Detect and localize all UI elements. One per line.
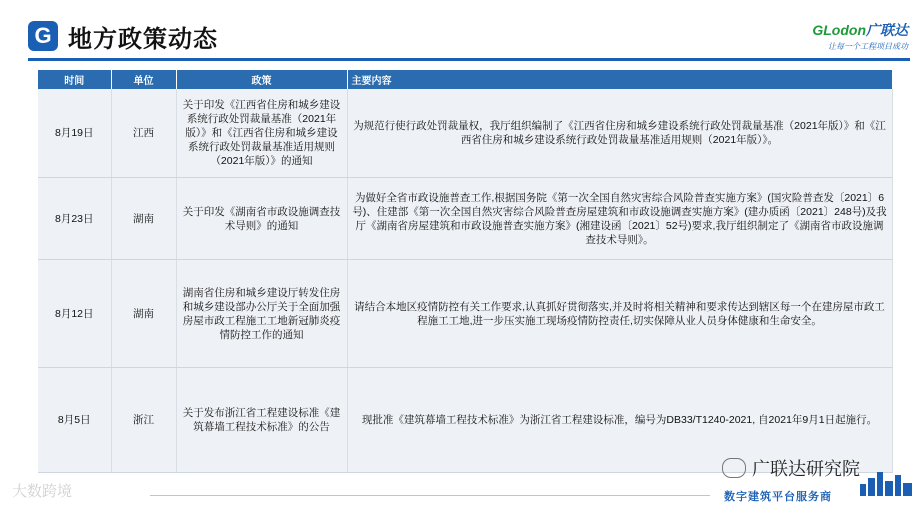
brand-slogan: 让每一个工程项目成功 <box>828 42 908 51</box>
cell-date: 8月12日 <box>38 260 111 368</box>
brand-name-main: GLodon <box>812 22 866 38</box>
cell-date: 8月23日 <box>38 178 111 260</box>
cell-date: 8月5日 <box>38 368 111 473</box>
footer-service-text: 数字建筑平台服务商 <box>724 491 832 503</box>
brand-name-cn: 广联达 <box>866 22 908 38</box>
table-row <box>38 89 892 178</box>
watermark-left: 大数跨境 <box>12 483 73 500</box>
policy-table <box>38 70 893 473</box>
cell-content: 为做好全省市政设施普查工作,根据国务院《第一次全国自然灾害综合风险普查实施方案》(国灾险普查发〔2021〕6号)、住建部《第一次全国自然灾害综合风险普查房屋建筑和市政设施调查实施方案》(建办质函〔2021〕248号)及我厅《湖南省房屋建筑和市政设施普查实施方案》(湘建设函〔2021〕52号)要求,我厅组织制定了《湖南省市政设施调查技术导则》。 <box>347 178 892 260</box>
header-divider <box>28 58 910 61</box>
cell-policy: 湖南省住房和城乡建设厅转发住房和城乡建设部办公厅关于全面加强房屋市政工程施工工地新冠肺炎疫情防控工作的通知 <box>176 260 347 368</box>
cell-unit: 江西 <box>111 89 176 178</box>
column-header-date: 时间 <box>38 70 111 89</box>
cell-date: 8月19日 <box>38 89 111 178</box>
wechat-icon <box>722 458 746 478</box>
table-header-row <box>38 70 892 89</box>
logo-g-icon: G <box>28 21 58 51</box>
cell-unit: 浙江 <box>111 368 176 473</box>
page-title: 地方政策动态 <box>68 26 218 53</box>
cell-unit: 湖南 <box>111 260 176 368</box>
cell-content: 为规范行使行政处罚裁量权，我厅组织编制了《江西省住房和城乡建设系统行政处罚裁量基准（2021年版）》和《江西省住房和城乡建设系统行政处罚裁量基准适用规则（2021年版）》。 <box>347 89 892 178</box>
cell-policy: 关于印发《湖南省市政设施调查技术导则》的通知 <box>176 178 347 260</box>
column-header-content: 主要内容 <box>347 70 892 89</box>
slide-header <box>0 0 918 62</box>
cell-content: 请结合本地区疫情防控有关工作要求,认真抓好贯彻落实,并及时将相关精神和要求传达到辖区每一个在建房屋市政工程施工工地,进一步压实施工现场疫情防控责任,切实保障从业人员身体健康和生命安全。 <box>347 260 892 368</box>
column-header-unit: 单位 <box>111 70 176 89</box>
table-row <box>38 260 892 368</box>
cell-policy: 关于印发《江西省住房和城乡建设系统行政处罚裁量基准（2021年版）》和《江西省住房和城乡建设系统行政处罚裁量基准适用规则（2021年版）》的通知 <box>176 89 347 178</box>
watermark-right-text: 广联达研究院 <box>752 459 860 479</box>
watermark-right <box>722 455 860 481</box>
cell-content: 现批准《建筑幕墙工程技术标准》为浙江省工程建设标准，编号为DB33/T1240-2021, 自2021年9月1日起施行。 <box>347 368 892 473</box>
cell-unit: 湖南 <box>111 178 176 260</box>
brand-name <box>812 20 908 40</box>
cell-policy: 关于发布浙江省工程建设标准《建筑幕墙工程技术标准》的公告 <box>176 368 347 473</box>
table-row <box>38 178 892 260</box>
footer-divider <box>150 495 710 496</box>
brand-logo <box>812 20 908 52</box>
column-header-policy: 政策 <box>176 70 347 89</box>
city-skyline-icon <box>858 470 914 496</box>
